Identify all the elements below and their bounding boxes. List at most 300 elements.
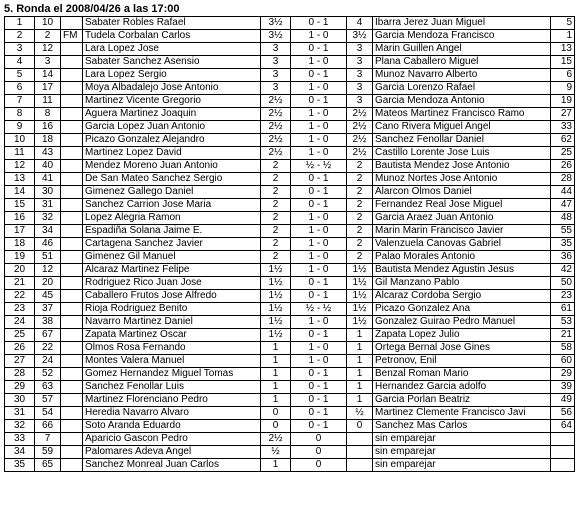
white-player-cell: Aparicio Gascon Pedro <box>83 433 261 446</box>
black-seed-cell: 26 <box>551 160 575 173</box>
black-points-cell: 2 <box>347 251 373 264</box>
table-row <box>5 329 575 342</box>
white-seed-cell: 45 <box>35 290 61 303</box>
black-seed-cell: 23 <box>551 290 575 303</box>
white-seed-cell: 12 <box>35 264 61 277</box>
black-points-cell: 2 <box>347 186 373 199</box>
black-points-cell: 2½ <box>347 147 373 160</box>
white-player-cell: Palomares Adeva Angel <box>83 446 261 459</box>
result-cell: 1 - 0 <box>291 82 347 95</box>
white-points-cell: 2 <box>261 212 291 225</box>
result-cell: 0 - 1 <box>291 394 347 407</box>
black-seed-cell: 19 <box>551 95 575 108</box>
white-points-cell: 2½ <box>261 108 291 121</box>
table-row <box>5 394 575 407</box>
black-points-cell: 2 <box>347 199 373 212</box>
board-number-cell: 29 <box>5 381 35 394</box>
white-player-cell: De San Mateo Sanchez Sergio <box>83 173 261 186</box>
board-number-cell: 5 <box>5 69 35 82</box>
white-points-cell: 2 <box>261 199 291 212</box>
result-cell: 1 - 0 <box>291 108 347 121</box>
table-row <box>5 108 575 121</box>
black-seed-cell: 6 <box>551 69 575 82</box>
black-seed-cell: 61 <box>551 303 575 316</box>
table-row <box>5 134 575 147</box>
table-row <box>5 355 575 368</box>
white-seed-cell: 8 <box>35 108 61 121</box>
black-player-cell: Cano Rivera Miguel Angel <box>373 121 551 134</box>
board-number-cell: 28 <box>5 368 35 381</box>
white-seed-cell: 66 <box>35 420 61 433</box>
result-cell: 0 - 1 <box>291 277 347 290</box>
black-points-cell: 3 <box>347 69 373 82</box>
black-seed-cell: 55 <box>551 225 575 238</box>
white-seed-cell: 22 <box>35 342 61 355</box>
black-player-cell: Munoz Nortes Jose Antonio <box>373 173 551 186</box>
white-title-cell <box>61 264 83 277</box>
black-player-cell: Hernandez Garcia adolfo <box>373 381 551 394</box>
black-seed-cell: 64 <box>551 420 575 433</box>
white-seed-cell: 32 <box>35 212 61 225</box>
black-seed-cell: 13 <box>551 43 575 56</box>
result-cell: 0 - 1 <box>291 381 347 394</box>
result-cell: 1 - 0 <box>291 134 347 147</box>
white-points-cell: 2½ <box>261 433 291 446</box>
board-number-cell: 14 <box>5 186 35 199</box>
white-player-cell: Caballero Frutos Jose Alfredo <box>83 290 261 303</box>
white-player-cell: Zapata Martinez Oscar <box>83 329 261 342</box>
white-title-cell <box>61 290 83 303</box>
black-points-cell: 1 <box>347 342 373 355</box>
table-row <box>5 303 575 316</box>
table-row <box>5 147 575 160</box>
board-number-cell: 24 <box>5 316 35 329</box>
white-title-cell <box>61 95 83 108</box>
white-seed-cell: 38 <box>35 316 61 329</box>
result-cell: 0 - 1 <box>291 420 347 433</box>
white-points-cell: 2 <box>261 160 291 173</box>
board-number-cell: 27 <box>5 355 35 368</box>
black-player-cell: Martinez Clemente Francisco Javi <box>373 407 551 420</box>
white-points-cell: 3 <box>261 56 291 69</box>
white-points-cell: 1½ <box>261 329 291 342</box>
white-points-cell: 3½ <box>261 30 291 43</box>
black-player-cell: Gil Manzano Pablo <box>373 277 551 290</box>
white-points-cell: 1½ <box>261 290 291 303</box>
white-title-cell <box>61 420 83 433</box>
black-seed-cell: 47 <box>551 199 575 212</box>
board-number-cell: 6 <box>5 82 35 95</box>
table-row <box>5 121 575 134</box>
white-title-cell: FM <box>61 30 83 43</box>
white-seed-cell: 24 <box>35 355 61 368</box>
black-player-cell: Sanchez Fenollar Daniel <box>373 134 551 147</box>
black-player-cell: Petronov, Enil <box>373 355 551 368</box>
black-points-cell: 0 <box>347 420 373 433</box>
round-title: 5. Ronda el 2008/04/26 a las 17:00 <box>4 3 180 15</box>
white-seed-cell: 10 <box>35 17 61 30</box>
board-number-cell: 16 <box>5 212 35 225</box>
white-seed-cell: 11 <box>35 95 61 108</box>
black-seed-cell: 21 <box>551 329 575 342</box>
white-seed-cell: 52 <box>35 368 61 381</box>
white-title-cell <box>61 238 83 251</box>
board-number-cell: 32 <box>5 420 35 433</box>
black-points-cell <box>347 433 373 446</box>
white-points-cell: 3 <box>261 69 291 82</box>
white-player-cell: Martinez Florenciano Pedro <box>83 394 261 407</box>
result-cell: 0 - 1 <box>291 186 347 199</box>
white-points-cell: ½ <box>261 446 291 459</box>
white-title-cell <box>61 56 83 69</box>
board-number-cell: 26 <box>5 342 35 355</box>
black-player-cell: Ibarra Jerez Juan Miguel <box>373 17 551 30</box>
black-player-cell: sin emparejar <box>373 446 551 459</box>
table-row <box>5 420 575 433</box>
black-points-cell: 2 <box>347 225 373 238</box>
table-row <box>5 173 575 186</box>
black-points-cell: 1½ <box>347 303 373 316</box>
white-seed-cell: 30 <box>35 186 61 199</box>
white-seed-cell: 57 <box>35 394 61 407</box>
black-seed-cell: 53 <box>551 316 575 329</box>
white-points-cell: 1 <box>261 394 291 407</box>
table-row <box>5 82 575 95</box>
black-seed-cell: 1 <box>551 30 575 43</box>
black-player-cell: Marin Marin Francisco Javier <box>373 225 551 238</box>
black-player-cell: sin emparejar <box>373 433 551 446</box>
white-seed-cell: 63 <box>35 381 61 394</box>
table-row <box>5 186 575 199</box>
table-row <box>5 381 575 394</box>
black-points-cell <box>347 446 373 459</box>
result-cell: 0 <box>291 459 347 472</box>
black-points-cell: 2½ <box>347 121 373 134</box>
black-seed-cell: 5 <box>551 17 575 30</box>
black-points-cell: 2 <box>347 238 373 251</box>
black-seed-cell: 27 <box>551 108 575 121</box>
white-title-cell <box>61 173 83 186</box>
black-player-cell: Plana Caballero Miguel <box>373 56 551 69</box>
table-row <box>5 17 575 30</box>
white-points-cell: 2 <box>261 238 291 251</box>
board-number-cell: 30 <box>5 394 35 407</box>
black-points-cell: 2½ <box>347 134 373 147</box>
table-row <box>5 251 575 264</box>
white-player-cell: Gimenez Gil Manuel <box>83 251 261 264</box>
white-title-cell <box>61 186 83 199</box>
white-player-cell: Martinez Lopez David <box>83 147 261 160</box>
white-player-cell: Aguera Martinez Joaquin <box>83 108 261 121</box>
black-points-cell: 4 <box>347 17 373 30</box>
result-cell: 0 - 1 <box>291 17 347 30</box>
white-player-cell: Soto Aranda Eduardo <box>83 420 261 433</box>
black-seed-cell: 35 <box>551 238 575 251</box>
board-number-cell: 33 <box>5 433 35 446</box>
white-points-cell: 1½ <box>261 264 291 277</box>
white-player-cell: Tudela Corbalan Carlos <box>83 30 261 43</box>
result-cell: 0 - 1 <box>291 173 347 186</box>
table-row <box>5 199 575 212</box>
black-points-cell <box>347 459 373 472</box>
white-seed-cell: 65 <box>35 459 61 472</box>
white-points-cell: 1 <box>261 381 291 394</box>
white-player-cell: Espadiña Solana Jaime E. <box>83 225 261 238</box>
white-points-cell: 1 <box>261 459 291 472</box>
board-number-cell: 34 <box>5 446 35 459</box>
black-seed-cell: 42 <box>551 264 575 277</box>
black-player-cell: sin emparejar <box>373 459 551 472</box>
white-points-cell: 1½ <box>261 303 291 316</box>
black-points-cell: 2 <box>347 212 373 225</box>
white-player-cell: Sabater Robles Rafael <box>83 17 261 30</box>
black-player-cell: Alcaraz Cordoba Sergio <box>373 290 551 303</box>
white-player-cell: Lara Lopez Sergio <box>83 69 261 82</box>
white-title-cell <box>61 381 83 394</box>
white-seed-cell: 43 <box>35 147 61 160</box>
black-seed-cell: 29 <box>551 368 575 381</box>
table-row <box>5 264 575 277</box>
white-seed-cell: 3 <box>35 56 61 69</box>
black-player-cell: Ortega Bernal Jose Gines <box>373 342 551 355</box>
white-title-cell <box>61 251 83 264</box>
white-player-cell: Lopez Alegria Ramon <box>83 212 261 225</box>
table-row <box>5 446 575 459</box>
white-points-cell: 0 <box>261 407 291 420</box>
board-number-cell: 3 <box>5 43 35 56</box>
black-points-cell: 1 <box>347 368 373 381</box>
white-seed-cell: 34 <box>35 225 61 238</box>
table-row <box>5 316 575 329</box>
table-row <box>5 407 575 420</box>
white-seed-cell: 12 <box>35 43 61 56</box>
white-title-cell <box>61 134 83 147</box>
result-cell: ½ - ½ <box>291 160 347 173</box>
white-title-cell <box>61 147 83 160</box>
black-player-cell: Garcia Mendoza Francisco <box>373 30 551 43</box>
white-title-cell <box>61 342 83 355</box>
white-points-cell: 2 <box>261 225 291 238</box>
white-seed-cell: 14 <box>35 69 61 82</box>
result-cell: 0 - 1 <box>291 329 347 342</box>
white-title-cell <box>61 329 83 342</box>
result-cell: 0 - 1 <box>291 290 347 303</box>
white-points-cell: 1 <box>261 355 291 368</box>
black-player-cell: Palao Morales Antonio <box>373 251 551 264</box>
table-row <box>5 160 575 173</box>
result-cell: 0 - 1 <box>291 95 347 108</box>
board-number-cell: 20 <box>5 264 35 277</box>
board-number-cell: 11 <box>5 147 35 160</box>
white-title-cell <box>61 69 83 82</box>
result-cell: ½ - ½ <box>291 303 347 316</box>
table-row <box>5 212 575 225</box>
black-player-cell: Gonzalez Guirao Pedro Manuel <box>373 316 551 329</box>
black-points-cell: 1 <box>347 381 373 394</box>
white-points-cell: 1 <box>261 342 291 355</box>
white-title-cell <box>61 316 83 329</box>
board-number-cell: 12 <box>5 160 35 173</box>
black-seed-cell <box>551 459 575 472</box>
black-points-cell: 1½ <box>347 316 373 329</box>
white-title-cell <box>61 160 83 173</box>
white-player-cell: Olmos Rosa Fernando <box>83 342 261 355</box>
black-seed-cell: 44 <box>551 186 575 199</box>
black-player-cell: Garcia Porlan Beatriz <box>373 394 551 407</box>
black-seed-cell: 9 <box>551 82 575 95</box>
white-player-cell: Martinez Vicente Gregorio <box>83 95 261 108</box>
white-player-cell: Gomez Hernandez Miguel Tomas <box>83 368 261 381</box>
result-cell: 1 - 0 <box>291 355 347 368</box>
white-seed-cell: 20 <box>35 277 61 290</box>
white-player-cell: Mendez Moreno Juan Antonio <box>83 160 261 173</box>
white-points-cell: 2½ <box>261 121 291 134</box>
black-seed-cell <box>551 446 575 459</box>
black-points-cell: 1½ <box>347 277 373 290</box>
white-title-cell <box>61 303 83 316</box>
board-number-cell: 13 <box>5 173 35 186</box>
result-cell: 0 <box>291 433 347 446</box>
white-title-cell <box>61 17 83 30</box>
black-player-cell: Garcia Mendoza Antonio <box>373 95 551 108</box>
black-player-cell: Sanchez Mas Carlos <box>373 420 551 433</box>
white-points-cell: 2 <box>261 173 291 186</box>
white-points-cell: 3 <box>261 43 291 56</box>
white-title-cell <box>61 459 83 472</box>
result-cell: 1 - 0 <box>291 264 347 277</box>
white-title-cell <box>61 43 83 56</box>
white-title-cell <box>61 277 83 290</box>
table-row <box>5 433 575 446</box>
board-number-cell: 22 <box>5 290 35 303</box>
table-row <box>5 30 575 43</box>
white-seed-cell: 59 <box>35 446 61 459</box>
table-row <box>5 225 575 238</box>
black-seed-cell: 15 <box>551 56 575 69</box>
white-player-cell: Sabater Sanchez Asensio <box>83 56 261 69</box>
white-player-cell: Picazo Gonzalez Alejandro <box>83 134 261 147</box>
white-points-cell: 1½ <box>261 316 291 329</box>
result-cell: 0 - 1 <box>291 43 347 56</box>
result-cell: 0 - 1 <box>291 368 347 381</box>
board-number-cell: 19 <box>5 251 35 264</box>
white-points-cell: 2 <box>261 251 291 264</box>
board-number-cell: 4 <box>5 56 35 69</box>
white-points-cell: 2½ <box>261 95 291 108</box>
black-seed-cell: 25 <box>551 147 575 160</box>
table-row <box>5 43 575 56</box>
black-player-cell: Garcia Araez Juan Antonio <box>373 212 551 225</box>
board-number-cell: 31 <box>5 407 35 420</box>
black-seed-cell: 48 <box>551 212 575 225</box>
white-player-cell: Heredia Navarro Alvaro <box>83 407 261 420</box>
white-points-cell: 0 <box>261 420 291 433</box>
board-number-cell: 7 <box>5 95 35 108</box>
black-points-cell: 2½ <box>347 108 373 121</box>
black-points-cell: 2 <box>347 173 373 186</box>
black-seed-cell: 33 <box>551 121 575 134</box>
white-points-cell: 2½ <box>261 134 291 147</box>
white-points-cell: 1 <box>261 368 291 381</box>
white-seed-cell: 2 <box>35 30 61 43</box>
board-number-cell: 2 <box>5 30 35 43</box>
white-title-cell <box>61 407 83 420</box>
white-seed-cell: 31 <box>35 199 61 212</box>
board-number-cell: 15 <box>5 199 35 212</box>
black-seed-cell: 60 <box>551 355 575 368</box>
black-points-cell: 1 <box>347 394 373 407</box>
result-cell: 1 - 0 <box>291 238 347 251</box>
black-seed-cell: 50 <box>551 277 575 290</box>
result-cell: 1 - 0 <box>291 147 347 160</box>
white-player-cell: Sanchez Fenollar Luis <box>83 381 261 394</box>
board-number-cell: 9 <box>5 121 35 134</box>
black-seed-cell: 39 <box>551 381 575 394</box>
white-player-cell: Alcaraz Martinez Felipe <box>83 264 261 277</box>
white-seed-cell: 40 <box>35 160 61 173</box>
white-player-cell: Navarro Martinez Daniel <box>83 316 261 329</box>
black-player-cell: Bautista Mendez Agustin Jesus <box>373 264 551 277</box>
white-points-cell: 2½ <box>261 147 291 160</box>
white-title-cell <box>61 199 83 212</box>
result-cell: 1 - 0 <box>291 30 347 43</box>
table-row <box>5 342 575 355</box>
board-number-cell: 25 <box>5 329 35 342</box>
board-number-cell: 17 <box>5 225 35 238</box>
table-row <box>5 290 575 303</box>
white-player-cell: Garcia Lopez Juan Antonio <box>83 121 261 134</box>
white-player-cell: Rodriguez Rico Juan Jose <box>83 277 261 290</box>
white-title-cell <box>61 368 83 381</box>
result-cell: 1 - 0 <box>291 225 347 238</box>
black-points-cell: ½ <box>347 407 373 420</box>
board-number-cell: 23 <box>5 303 35 316</box>
white-title-cell <box>61 225 83 238</box>
black-player-cell: Mateos Martinez Francisco Ramo <box>373 108 551 121</box>
white-seed-cell: 17 <box>35 82 61 95</box>
white-player-cell: Gimenez Gallego Daniel <box>83 186 261 199</box>
white-player-cell: Sanchez Monreal Juan Carlos <box>83 459 261 472</box>
black-points-cell: 1½ <box>347 264 373 277</box>
white-seed-cell: 7 <box>35 433 61 446</box>
table-row <box>5 56 575 69</box>
result-cell: 0 - 1 <box>291 407 347 420</box>
black-player-cell: Marin Guillen Angel <box>373 43 551 56</box>
result-cell: 1 - 0 <box>291 121 347 134</box>
white-points-cell: 3½ <box>261 17 291 30</box>
white-title-cell <box>61 212 83 225</box>
black-player-cell: Picazo Gonzalez Ana <box>373 303 551 316</box>
black-player-cell: Castillo Lorente Jose Luis <box>373 147 551 160</box>
black-points-cell: 3 <box>347 82 373 95</box>
result-cell: 1 - 0 <box>291 56 347 69</box>
black-points-cell: 1 <box>347 329 373 342</box>
table-row <box>5 69 575 82</box>
board-number-cell: 8 <box>5 108 35 121</box>
white-seed-cell: 16 <box>35 121 61 134</box>
table-row <box>5 368 575 381</box>
board-number-cell: 1 <box>5 17 35 30</box>
result-cell: 0 - 1 <box>291 199 347 212</box>
black-player-cell: Garcia Lorenzo Rafael <box>373 82 551 95</box>
white-title-cell <box>61 446 83 459</box>
black-player-cell: Fernandez Real Jose Miguel <box>373 199 551 212</box>
black-points-cell: 3½ <box>347 30 373 43</box>
black-seed-cell: 56 <box>551 407 575 420</box>
black-player-cell: Valenzuela Canovas Gabriel <box>373 238 551 251</box>
white-player-cell: Montes Valera Manuel <box>83 355 261 368</box>
white-title-cell <box>61 355 83 368</box>
